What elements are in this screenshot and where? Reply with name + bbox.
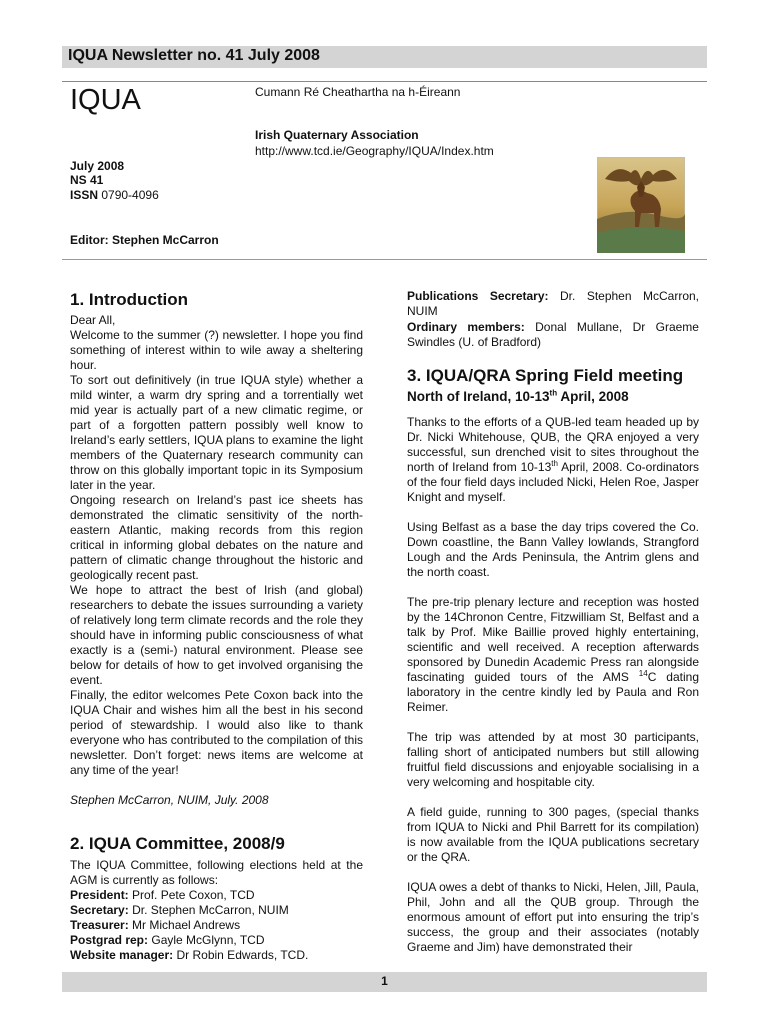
member-name: Prof. Pete Coxon, TCD (132, 888, 255, 902)
field-meeting-subheading: North of Ireland, 10-13th April, 2008 (407, 388, 629, 404)
page-footer (62, 972, 707, 992)
committee-member (70, 888, 363, 903)
member-role: Postgrad rep: (70, 933, 149, 947)
header-rule (62, 81, 707, 82)
field-paragraph: IQUA owes a debt of thanks to Nicki, Helen, Jill, Paula, Phil, John and all the QUB group. Through the enormous amount of effort put into ensuring the trip’s success, the group and their associates (notably Graeme and Jim) have demonstrated their (407, 880, 699, 954)
member-name: Dr Robin Edwards, TCD. (176, 948, 309, 962)
irish-elk-illustration (597, 157, 685, 253)
issn: ISSN 0790-4096 (70, 188, 159, 202)
introduction-section (70, 290, 363, 808)
field-paragraph: Using Belfast as a base the day trips covered the Co. Down coastline, the Bann Valley lowlands, Strangford Lough and the Ards Peninsula, the Antrim glens and the north coast. (407, 520, 699, 579)
field-meeting-section (407, 366, 699, 955)
member-role: Treasurer: (70, 918, 129, 932)
newsletter-title: IQUA Newsletter no. 41 July 2008 (68, 47, 320, 64)
greeting: Dear All, (70, 313, 116, 327)
intro-paragraph: Ongoing research on Ireland’s past ice sheets has demonstrated the climatic sensitivity of the north-eastern Atlantic, making records from this region critical in informing global debates on the nature and pattern of climatic change throughout the historic and geologically recent past. (70, 493, 363, 582)
field-paragraph: The trip was attended by at most 30 participants, falling short of anticipated numbers but still allowing fruitful field discussions and enjoyable socialising in a very welcoming and hospitable city. (407, 730, 699, 789)
issue-ns: NS 41 (70, 173, 104, 187)
page-number: 1 (381, 974, 388, 988)
introduction-heading: 1. Introduction (70, 290, 189, 309)
intro-paragraph: To sort out definitively (in true IQUA style) whether a mild winter, a warm dry spring and a torrentially wet mid year is actually part of a new climatic regime, or part of a forgotten pattern possibly well know to Ireland’s early settlers, IQUA plans to examine the light members of the Quaternary research community can throw on this globally important topic in its Symposium later in the year. (70, 373, 363, 492)
association-url[interactable]: http://www.tcd.ie/Geography/IQUA/Index.htm (255, 144, 494, 158)
committee-member (70, 903, 363, 918)
committee-member (70, 933, 363, 948)
committee-member (70, 948, 363, 963)
member-role: Secretary: (70, 903, 129, 917)
intro-paragraph: Welcome to the summer (?) newsletter. I hope you find something of interest within to wile away a sheltering hour. (70, 328, 363, 372)
member-name: Mr Michael Andrews (132, 918, 241, 932)
committee-intro: The IQUA Committee, following elections held at the AGM is currently as follows: (70, 858, 363, 887)
ordinary-members: Ordinary members: Donal Mullane, Dr Graeme Swindles (U. of Bradford) (407, 320, 699, 349)
committee-heading: 2. IQUA Committee, 2008/9 (70, 834, 285, 853)
newsletter-title-bar (62, 46, 707, 68)
iqua-logo: IQUA (70, 84, 141, 116)
committee-section (70, 834, 363, 963)
issue-date: July 2008 (70, 159, 125, 173)
signature: Stephen McCarron, NUIM, July. 2008 (70, 793, 269, 807)
field-paragraph: Thanks to the efforts of a QUB-led team headed up by Dr. Nicki Whitehouse, QUB, the QRA enjoyed a very successful, sun drenched visit to sites throughout the north of Ireland from 10-13th April, 2008. Co-ordinators of the four field days included Nicki, Helen Roe, Jasper Knight and myself. (407, 415, 700, 504)
committee-continued (407, 289, 699, 350)
member-name: Gayle McGlynn, TCD (151, 933, 265, 947)
field-meeting-heading: 3. IQUA/QRA Spring Field meeting (407, 366, 684, 385)
member-role: Website manager: (70, 948, 174, 962)
publications-secretary: Publications Secretary: Dr. Stephen McCarron, NUIM (407, 289, 700, 318)
field-paragraph: A field guide, running to 300 pages, (special thanks from IQUA to Nicki and Phil Barrett for its compilation) is now available from the IQUA publications secretary or the QRA. (407, 805, 699, 864)
committee-members (70, 888, 363, 963)
association-name: Irish Quaternary Association (255, 128, 419, 142)
intro-paragraph: Finally, the editor welcomes Pete Coxon back into the IQUA Chair and wishes him all the best in his second period of stewardship. I would also like to thank everyone who has contributed to the compilation of this newsletter. Don’t forget: news items are welcome at any time of the year! (70, 688, 363, 777)
member-role: President: (70, 888, 129, 902)
member-name: Dr. Stephen McCarron, NUIM (132, 903, 289, 917)
committee-member (70, 918, 363, 933)
irish-name: Cumann Ré Cheathartha na h-Éireann (255, 85, 461, 99)
editor-line: Editor: Stephen McCarron (70, 233, 219, 247)
masthead-rule (62, 259, 707, 260)
field-paragraph: The pre-trip plenary lecture and reception was hosted by the 14Chronon Centre, Fitzwilliam St, Belfast and a talk by Prof. Mike Baillie proved highly entertaining, scientific and well received. A reception afterwards sponsored by Dunedin Academic Press ran alongside fascinating guided tours of the AMS $^{14}$C dating laboratory in the centre kindly led by Paula and Ron Reimer. (407, 595, 699, 714)
intro-paragraph: We hope to attract the best of Irish (and global) researchers to debate the issues surrounding a variety of relatively long term climate records and the role they should have in informing public consciousness of what exactly is a (semi-) natural environment. Please see below for details of how to get involved organising the event. (70, 583, 363, 687)
